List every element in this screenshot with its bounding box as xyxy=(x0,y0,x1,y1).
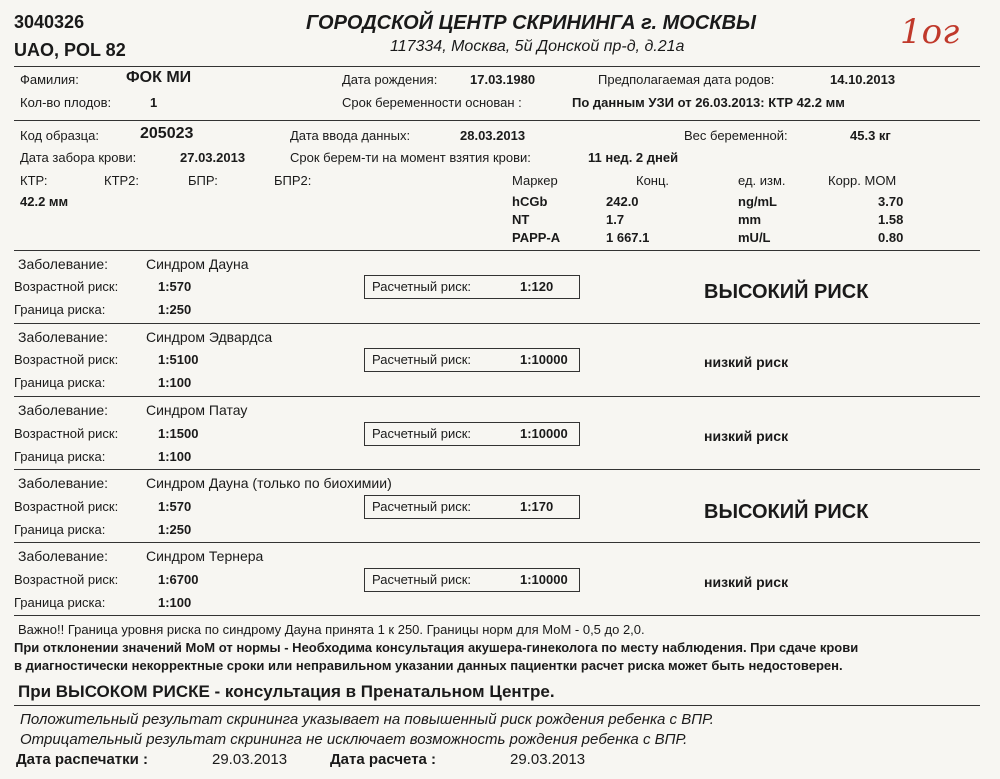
disease-label: Заболевание: xyxy=(18,256,108,272)
age-risk-value: 1:5100 xyxy=(158,352,199,367)
bpr2-label: БПР2: xyxy=(274,173,312,188)
marker-conc: 1 667.1 xyxy=(606,230,650,245)
calc-risk-label: Расчетный риск: xyxy=(372,352,472,367)
weight-label: Вес беременной: xyxy=(684,128,788,143)
disease-divider xyxy=(14,615,980,616)
entry-label: Дата ввода данных: xyxy=(290,128,411,143)
birth-value: 17.03.1980 xyxy=(470,72,536,87)
patient-divider xyxy=(14,120,980,121)
calc-risk-value: 1:120 xyxy=(520,279,554,294)
boundary-label: Граница риска: xyxy=(14,595,106,610)
boundary-value: 1:100 xyxy=(158,449,192,464)
disease-divider xyxy=(14,469,980,470)
age-risk-label: Возрастной риск: xyxy=(14,279,119,294)
disease-name: Синдром Патау xyxy=(146,402,248,418)
notes-divider xyxy=(14,705,980,706)
calc-risk-label: Расчетный риск: xyxy=(372,572,472,587)
disease-name: Синдром Тернера xyxy=(146,548,264,564)
risk-result-low: низкий риск xyxy=(704,428,789,444)
age-risk-label: Возрастной риск: xyxy=(14,426,119,441)
calc-risk-value: 1:170 xyxy=(520,499,554,514)
important-note: Важно!! Граница уровня риска по синдрому Дауна принята 1 к 250. Границы норм для МоМ - 0,5 до 2,0. xyxy=(18,622,645,637)
age-risk-value: 1:1500 xyxy=(158,426,199,441)
surname-value: ФОК МИ xyxy=(126,69,192,86)
disease-name: Синдром Дауна xyxy=(146,256,249,272)
marker-unit: ng/mL xyxy=(738,194,777,209)
center-title: ГОРОДСКОЙ ЦЕНТР СКРИНИНГА г. МОСКВЫ xyxy=(306,12,757,34)
term-value: 11 нед. 2 дней xyxy=(588,150,679,165)
due-value: 14.10.2013 xyxy=(830,72,896,87)
negative-note: Отрицательный результат скрининга не исключает возможность рождения ребенка с ВПР. xyxy=(20,731,688,748)
term-label: Срок берем-ти на момент взятия крови: xyxy=(290,150,531,165)
calc-risk-label: Расчетный риск: xyxy=(372,499,472,514)
calc-risk-label: Расчетный риск: xyxy=(372,426,472,441)
disease-label: Заболевание: xyxy=(18,548,108,564)
birth-label: Дата рождения: xyxy=(342,72,438,87)
marker-name: hCGb xyxy=(512,194,548,209)
entry-value: 28.03.2013 xyxy=(460,128,526,143)
risk-result-low: низкий риск xyxy=(704,574,789,590)
clinic-code: UAO, POL 82 xyxy=(14,40,126,60)
calc-risk-value: 1:10000 xyxy=(520,352,568,367)
high-risk-note: При ВЫСОКОМ РИСКЕ - консультация в Пренатальном Центре. xyxy=(18,682,555,701)
boundary-label: Граница риска: xyxy=(14,449,106,464)
disease-name: Синдром Эдвардса xyxy=(146,329,273,345)
risk-result-high: ВЫСОКИЙ РИСК xyxy=(704,281,869,303)
term-basis-label: Срок беременности основан : xyxy=(342,95,522,110)
due-label: Предполагаемая дата родов: xyxy=(598,72,775,87)
fetus-value: 1 xyxy=(150,95,158,110)
disease-divider xyxy=(14,396,980,397)
deviation-note: При отклонении значений МоМ от нормы - Необходима консультация акушера-гинеколога по месту наблюдения. При сдаче крови xyxy=(14,640,859,655)
document-code: 3040326 xyxy=(14,12,85,32)
disease-divider xyxy=(14,542,980,543)
disease-divider xyxy=(14,323,980,324)
age-risk-label: Возрастной риск: xyxy=(14,352,119,367)
print-date-label: Дата распечатки : xyxy=(16,751,149,768)
boundary-label: Граница риска: xyxy=(14,375,106,390)
marker-conc: 242.0 xyxy=(606,194,639,209)
marker-mom: 0.80 xyxy=(878,230,904,245)
center-address: 117334, Москва, 5й Донской пр-д, д.21а xyxy=(390,38,685,55)
deviation-note-cont: в диагностически некорректные сроки или неправильном указании данных пациентки расчет риска может быть недостоверен. xyxy=(14,658,843,673)
boundary-value: 1:100 xyxy=(158,375,192,390)
marker-header-unit: ед. изм. xyxy=(738,173,786,188)
sample-divider xyxy=(14,250,980,251)
marker-name: NT xyxy=(512,212,530,227)
marker-name: PAPP-A xyxy=(512,230,561,245)
boundary-value: 1:100 xyxy=(158,595,192,610)
calc-risk-value: 1:10000 xyxy=(520,572,568,587)
calc-risk-value: 1:10000 xyxy=(520,426,568,441)
disease-label: Заболевание: xyxy=(18,402,108,418)
calc-risk-label: Расчетный риск: xyxy=(372,279,472,294)
ktr-value: 42.2 мм xyxy=(20,194,69,209)
disease-name: Синдром Дауна (только по биохимии) xyxy=(146,475,392,491)
age-risk-value: 1:6700 xyxy=(158,572,199,587)
age-risk-value: 1:570 xyxy=(158,279,192,294)
surname-label: Фамилия: xyxy=(20,72,79,87)
bpr-label: БПР: xyxy=(188,173,218,188)
boundary-label: Граница риска: xyxy=(14,302,106,317)
disease-label: Заболевание: xyxy=(18,329,108,345)
risk-result-low: низкий риск xyxy=(704,354,789,370)
ktr2-label: КТР2: xyxy=(104,173,140,188)
boundary-label: Граница риска: xyxy=(14,522,106,537)
draw-label: Дата забора крови: xyxy=(20,150,137,165)
marker-mom: 1.58 xyxy=(878,212,904,227)
disease-label: Заболевание: xyxy=(18,475,108,491)
calc-date-label: Дата расчета : xyxy=(330,751,437,768)
marker-conc: 1.7 xyxy=(606,212,625,227)
sample-code-value: 205023 xyxy=(140,125,194,142)
age-risk-value: 1:570 xyxy=(158,499,192,514)
boundary-value: 1:250 xyxy=(158,302,192,317)
sample-code-label: Код образца: xyxy=(20,128,99,143)
boundary-value: 1:250 xyxy=(158,522,192,537)
ktr-label: КТР: xyxy=(20,173,48,188)
handwritten-mark: 1ог xyxy=(900,12,960,52)
draw-value: 27.03.2013 xyxy=(180,150,246,165)
calc-date-value: 29.03.2013 xyxy=(510,751,586,768)
fetus-label: Кол-во плодов: xyxy=(20,95,112,110)
risk-result-high: ВЫСОКИЙ РИСК xyxy=(704,501,869,523)
marker-unit: mm xyxy=(738,212,762,227)
header-divider xyxy=(14,66,980,67)
marker-header-mom: Корр. МОМ xyxy=(828,173,897,188)
marker-mom: 3.70 xyxy=(878,194,904,209)
age-risk-label: Возрастной риск: xyxy=(14,572,119,587)
age-risk-label: Возрастной риск: xyxy=(14,499,119,514)
marker-header-conc: Конц. xyxy=(636,173,670,188)
term-basis-value: По данным УЗИ от 26.03.2013: КТР 42.2 мм xyxy=(572,95,845,110)
print-date-value: 29.03.2013 xyxy=(212,751,288,768)
marker-header-name: Маркер xyxy=(512,173,558,188)
positive-note: Положительный результат скрининга указывает на повышенный риск рождения ребенка с ВПР. xyxy=(20,711,714,728)
marker-unit: mU/L xyxy=(738,230,771,245)
weight-value: 45.3 кг xyxy=(850,128,891,143)
